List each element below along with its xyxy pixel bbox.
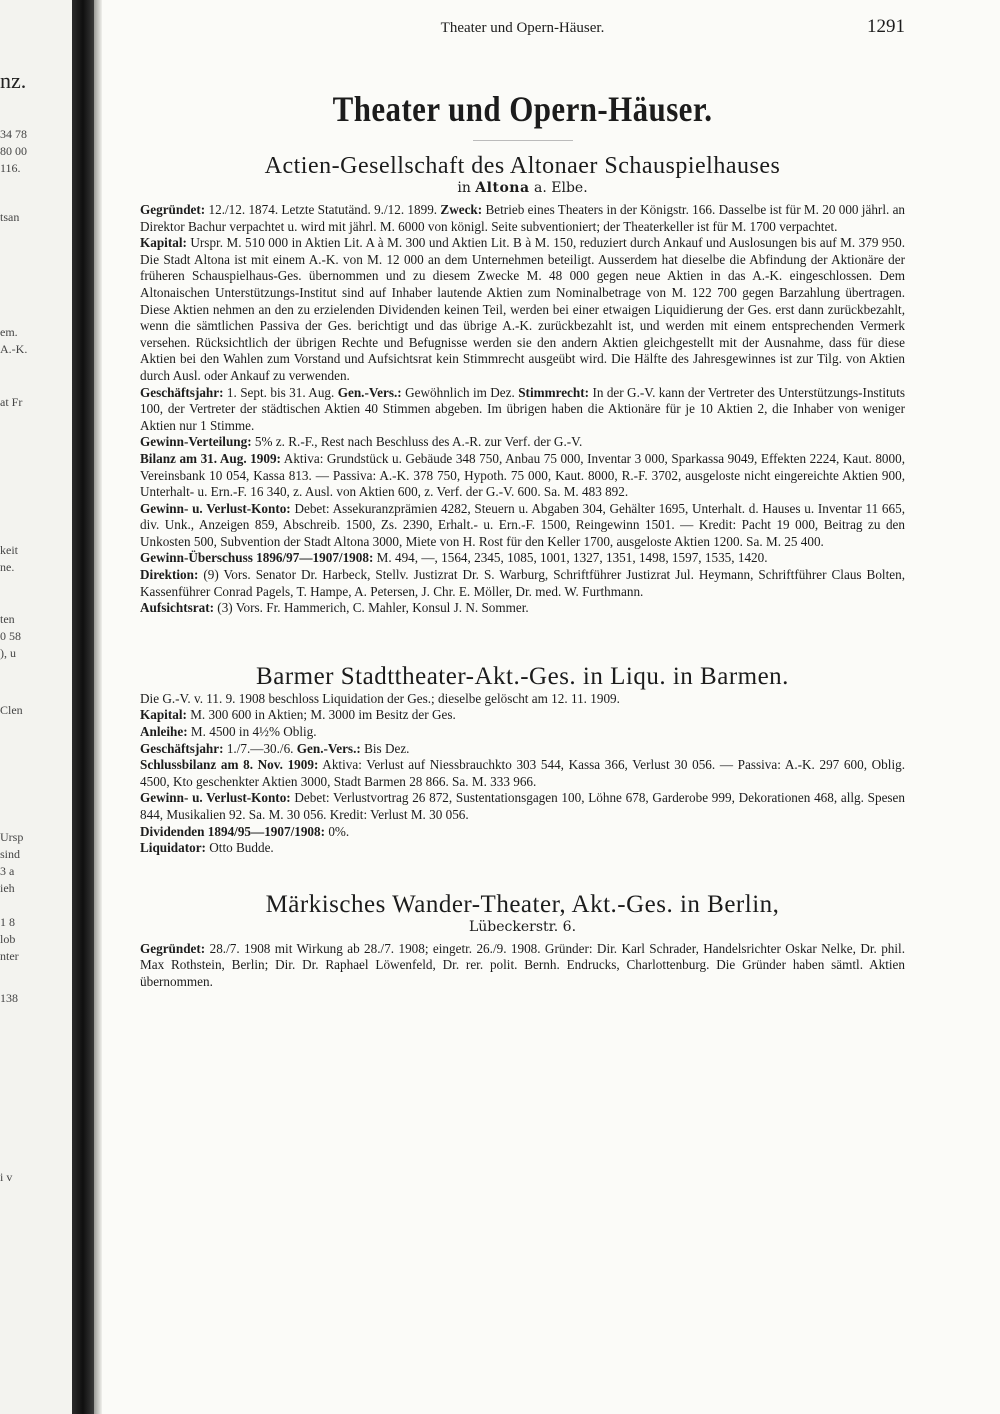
book-spine-shadow — [72, 0, 94, 1414]
prev-page-fragment: em. — [0, 325, 18, 339]
prev-page-fragment: at Fr — [0, 395, 23, 409]
prev-page-fragment: 1 8 — [0, 915, 15, 929]
prev-page-fragment: ieh — [0, 881, 15, 895]
prev-page-fragment: A.-K. — [0, 342, 28, 356]
company-location: in Altona a. Elbe. — [457, 180, 588, 196]
company-entry — [140, 153, 905, 617]
entry-paragraph: Kapital: Urspr. M. 510 000 in Aktien Lit. A à M. 300 und Aktien Lit. B à M. 150, reduziert durch Ankauf und Auslosungen bis auf M. 379 950. Die Stadt Altona ist mit einem A.-K. von M. 12 000 an dem Unternehmen beteiligt. Ausserdem hat dieselbe die Abfindung der Aktionäre der früheren Schauspielhaus-Ges. übernommen und zu diesem Zwecke M. 48 000 gegen neue Aktien in das A.-K. eingeschlossen. Dem Altonaischen Unterstützungs-Institut sind auf Inhaber lautende Aktien zum Nominalbetrage von M. 122 700 gegen Barzahlung übertragen. Diese Aktien nehmen an den zu erzielenden Dividenden keinen Teil, werden bei einer etwaigen Liquidierung der Ges. erst dann zurückbezahlt, wenn die sämtlichen Passiva der Ges. berichtigt und das übrige A.-K. zurückbezahlt ist, und werden mit einem entsprechenden Vermerk versehen. Rücksichtlich der übrigen Rechte und Befugnisse werden sie den andern Aktien gleichgestellt mit der Ausnahme, dass für diese Aktien bei den Wahlen zum Vorstand und Aufsichtsrat kein Stimmrecht ausgeübt wird. Die Hälfte des Jahresgewinnes ist zur Tilg. von Aktien durch Ausl. oder Ankauf zu verwenden. — [140, 235, 905, 383]
prev-page-fragment: keit — [0, 543, 18, 557]
company-entry — [140, 891, 905, 991]
entry-paragraph: Gegründet: 12./12. 1874. Letzte Statutänd. 9./12. 1899. Zweck: Betrieb eines Theaters in der Königstr. 166. Dasselbe ist für M. 20 000 jährl. an Direktor Bachur verpachtet u. wird mit jährl. M. 6000 von königl. Seite subventioniert; der Theaterkeller ist für M. 1700 verpachtet. — [140, 202, 906, 234]
prev-page-fragment: Ursp — [0, 830, 24, 844]
company-location: Lübeckerstr. 6. — [468, 918, 577, 935]
prev-page-fragment: 0 58 — [0, 629, 21, 643]
entry-paragraph: Geschäftsjahr: 1. Sept. bis 31. Aug. Gen.-Vers.: Gewöhnlich im Dez. Stimmrecht: In der G.-V. kann der Vertreter des Unterstützungs-Instituts 100, der Vertreter der städtischen Aktien 40 Stimmen abgeben. Im übrigen haben die Aktionäre für je 10 Aktien 2, die Inhaber von weniger Aktien nur 1 Stimme. — [140, 384, 906, 433]
page-content — [140, 14, 905, 991]
entry-paragraph: Direktion: (9) Vors. Senator Dr. Harbeck, Stellv. Justizrat Dr. S. Warburg, Schriftführer Justizrat Jul. Heymann, Schriftführer Claus Bolten, Kassenführer Conrad Pagels, T. Hampe, A. Petersen, J. Chr. E. Möller, Dr. med. W. Furthmann. — [140, 567, 905, 599]
prev-page-fragment: 3 a — [0, 864, 15, 878]
section-title: Theater und Opern-Häuser. — [332, 89, 713, 129]
prev-page-fragment: 116. — [0, 161, 21, 175]
prev-page-fragment: ten — [0, 612, 15, 626]
prev-page-fragment: 138 — [0, 991, 18, 1005]
entry-paragraph: Gewinn-Verteilung: 5% z. R.-F., Rest nach Beschluss des A.-R. zur Verf. der G.-V. — [140, 434, 583, 450]
prev-page-fragment: ), u — [0, 646, 16, 660]
running-head-title: Theater und Opern-Häuser. — [440, 20, 605, 36]
page-number: 1291 — [867, 16, 905, 37]
location-city: Altona — [475, 180, 530, 196]
prev-page-fragment: nter — [0, 949, 19, 963]
company-entry — [140, 663, 905, 857]
entry-paragraph: Kapital: M. 300 600 in Aktien; M. 3000 im Besitz der Ges. — [140, 707, 456, 723]
company-title: Actien-Gesellschaft des Altonaer Schauspielhauses — [264, 153, 781, 179]
entry-paragraph: Bilanz am 31. Aug. 1909: Aktiva: Grundstück u. Gebäude 348 750, Anbau 75 000, Inventar 3 000, Sparkassa 9049, Effekten 2224, Kaut. 8000, Vereinsbank 10 054, Kassa 813. — Passiva: A.-K. 378 750, Hypoth. 75 000, Kaut. 8000, R.-F. 3702, ausgeloste nicht eingereichte Aktien 900, Unterhalt- u. Ern.-F. 16 340, z. Ausl. von Aktien 600, z. Verf. der G.-V. 600. Sa. M. 483 892. — [140, 450, 905, 500]
entry-paragraph: Schlussbilanz am 8. Nov. 1909: Aktiva: Verlust auf Niessbrauchkto 303 544, Kassa 366, Verlust 30 056. — Passiva: A.-K. 297 600, Oblig. 4500, Kto geschenkter Aktien 3000, Stadt Barmen 28 866. Sa. M. 333 966. — [140, 757, 905, 789]
entry-paragraph: Gewinn- u. Verlust-Konto: Debet: Verlustvortrag 26 872, Sustentationsgagen 100, Löhne 678, Garderobe 999, Dekorationen 468, allg. Spesen 844, Musikalien 92. Sa. M. 30 056. Kredit: Verlust M. 30 056. — [140, 790, 906, 822]
prev-page-fragment: 80 00 — [0, 144, 27, 158]
entry-paragraph: Die G.-V. v. 11. 9. 1908 beschloss Liquidation der Ges.; dieselbe gelöscht am 12. 11. 1909. — [140, 690, 620, 706]
prev-page-fragment: lob — [0, 932, 16, 946]
previous-page-margin — [0, 0, 72, 1414]
prev-page-fragment: tsan — [0, 210, 20, 224]
divider — [473, 140, 573, 141]
prev-page-fragment: i v — [0, 1170, 13, 1184]
prev-page-fragment: Clen — [0, 703, 23, 717]
entry-paragraph: Gegründet: 28./7. 1908 mit Wirkung ab 28./7. 1908; eingetr. 26./9. 1908. Gründer: Dir. Karl Schrader, Handelsrichter Oskar Nelke, Dr. phil. Max Rothstein, Berlin; Dir. Dr. Raphael Löwenfeld, Dr. rer. polit. Bernh. Endrucks, Charlottenburg. Die Gründer haben sämtl. Aktien übernommen. — [140, 940, 906, 989]
entry-paragraph: Geschäftsjahr: 1./7.—30./6. Gen.-Vers.: Bis Dez. — [140, 740, 410, 756]
entry-paragraph: Anleihe: M. 4500 in 4½% Oblig. — [140, 724, 317, 740]
gutter-gradient — [94, 0, 102, 1414]
company-title: Barmer Stadttheater-Akt.-Ges. in Liqu. in Barmen. — [256, 662, 789, 690]
prev-page-fragment: nz. — [0, 68, 27, 93]
company-title: Märkisches Wander-Theater, Akt.-Ges. in Berlin, — [265, 890, 780, 918]
entry-paragraph: Aufsichtsrat: (3) Vors. Fr. Hammerich, C. Mahler, Konsul J. N. Sommer. — [140, 600, 529, 616]
entry-paragraph: Gewinn-Überschuss 1896/97—1907/1908: M. 494, —, 1564, 2345, 1085, 1001, 1327, 1351, 1498, 1597, 1535, 1420. — [140, 550, 768, 566]
prev-page-fragment: sind — [0, 847, 21, 861]
running-head — [140, 14, 905, 42]
entry-paragraph: Dividenden 1894/95—1907/1908: 0%. — [140, 823, 350, 839]
prev-page-fragment: 34 78 — [0, 127, 27, 141]
prev-page-fragment: ne. — [0, 560, 15, 574]
entry-paragraph: Gewinn- u. Verlust-Konto: Debet: Assekuranzprämien 4282, Steuern u. Abgaben 304, Gehälter 1695, Unterhalt. d. Hauses u. Inventar 11 665, div. Unk., Anzeigen 859, Abschreib. 1500, Zs. 2390, Erhalt.- u. Ern.-F. 1500, Reingewinn 1501. — Kredit: Pacht 19 000, Beitrag zu den Unkosten 500, Subvention der Stadt Altona 3000, Miete von H. Rost für den Keller 1700, ausgeloste Aktien 1200. Sa. M. 25 400. — [140, 500, 906, 549]
entry-paragraph: Liquidator: Otto Budde. — [140, 840, 274, 856]
